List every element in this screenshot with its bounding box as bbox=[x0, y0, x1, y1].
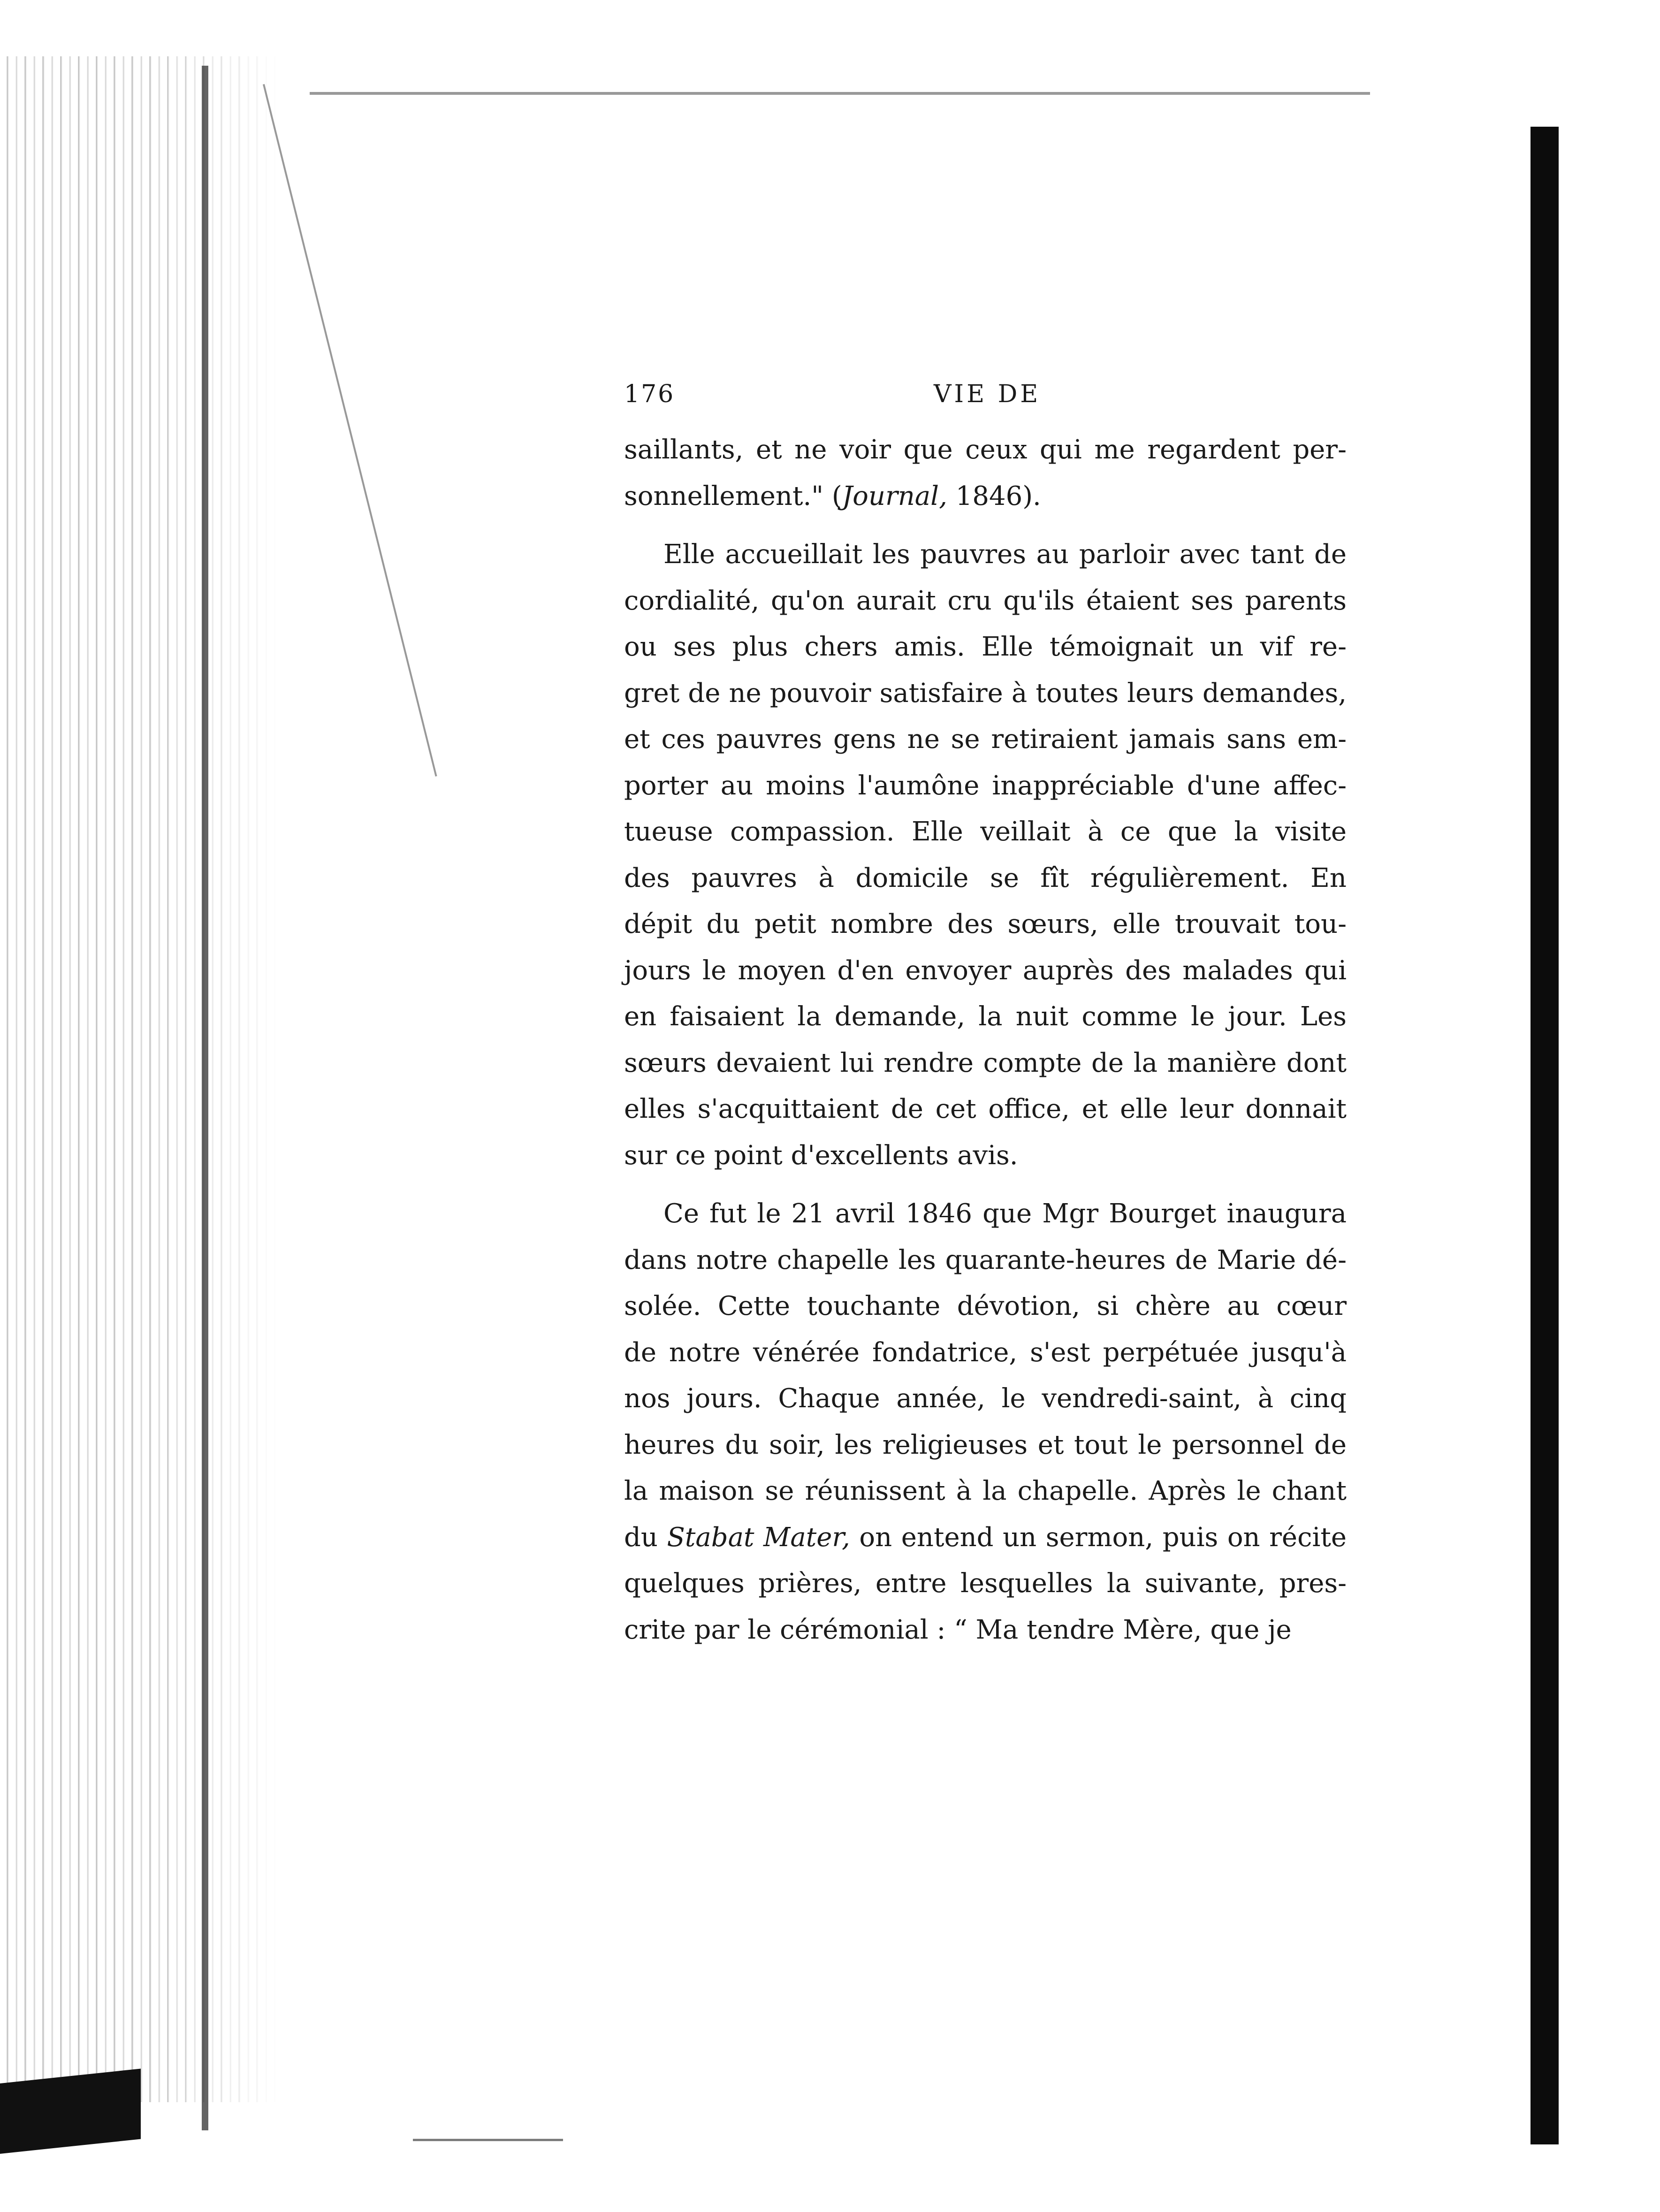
text-line bbox=[624, 1607, 1347, 1654]
page-text-block bbox=[624, 371, 1347, 1653]
text-line bbox=[624, 1330, 1347, 1376]
paragraph-gap bbox=[624, 1179, 1347, 1191]
text-line bbox=[624, 1133, 1347, 1179]
text-line bbox=[624, 624, 1347, 671]
italic-text: Journal, bbox=[842, 481, 947, 511]
text-segment: des pauvres à domicile se fît régulièrement. En bbox=[624, 862, 1347, 893]
running-head bbox=[624, 371, 1347, 427]
text-segment: nos jours. Chaque année, le vendredi-saint, à cinq bbox=[624, 1383, 1347, 1414]
text-segment: elles s'acquittaient de cet office, et elle leur donnait bbox=[624, 1094, 1347, 1124]
text-segment: tueuse compassion. Elle veillait à ce que la visite bbox=[624, 816, 1347, 847]
paragraph-gap bbox=[624, 519, 1347, 532]
text-line bbox=[624, 1422, 1347, 1469]
text-line bbox=[624, 1237, 1347, 1284]
text-line bbox=[624, 994, 1347, 1040]
text-segment: Elle accueillait les pauvres au parloir avec tant de bbox=[624, 539, 1347, 570]
text-line bbox=[624, 532, 1347, 578]
paragraph bbox=[624, 1191, 1347, 1653]
text-segment: dépit du petit nombre des sœurs, elle trouvait tou- bbox=[624, 909, 1347, 939]
text-segment: dans notre chapelle les quarante-heures de Marie dé- bbox=[624, 1244, 1347, 1275]
text-line bbox=[624, 1191, 1347, 1237]
running-title: VIE DE bbox=[934, 380, 1041, 408]
text-segment: sœurs devaient lui rendre compte de la manière dont bbox=[624, 1047, 1347, 1078]
text-segment: crite par le cérémonial : “ Ma tendre Mère, que je bbox=[624, 1614, 1292, 1645]
text-line bbox=[624, 809, 1347, 855]
italic-text: Stabat Mater, bbox=[667, 1522, 850, 1553]
text-segment: jours le moyen d'en envoyer auprès des malades qui bbox=[624, 955, 1347, 986]
text-line bbox=[624, 427, 1347, 473]
text-segment: 1846). bbox=[947, 481, 1041, 511]
scan-dark-corner bbox=[0, 2068, 141, 2154]
text-segment: en faisaient la demande, la nuit comme le jour. Les bbox=[624, 1001, 1347, 1032]
scan-diagonal-line bbox=[263, 84, 437, 777]
text-line bbox=[624, 1086, 1347, 1133]
text-line bbox=[624, 1283, 1347, 1330]
text-segment: on entend un sermon, puis on récite bbox=[850, 1522, 1347, 1553]
text-segment: et ces pauvres gens ne se retiraient jamais sans em- bbox=[624, 724, 1347, 755]
text-segment: heures du soir, les religieuses et tout le personnel de bbox=[624, 1429, 1347, 1460]
text-segment: de notre vénérée fondatrice, s'est perpétuée jusqu'à bbox=[624, 1337, 1347, 1368]
scan-binding-edge bbox=[0, 56, 282, 2102]
scan-binding-line bbox=[202, 66, 208, 2130]
text-segment: du bbox=[624, 1522, 667, 1553]
text-segment: porter au moins l'aumône inappréciable d'une affec- bbox=[624, 770, 1347, 801]
text-line bbox=[624, 671, 1347, 717]
text-line bbox=[624, 1515, 1347, 1561]
paragraph bbox=[624, 532, 1347, 1179]
text-line bbox=[624, 1561, 1347, 1607]
text-segment: Ce fut le 21 avril 1846 que Mgr Bourget inaugura bbox=[624, 1198, 1347, 1229]
text-segment: sonnellement." ( bbox=[624, 481, 842, 511]
page-number: 176 bbox=[624, 380, 675, 408]
text-line bbox=[624, 473, 1347, 520]
text-segment: sur ce point d'excellents avis. bbox=[624, 1140, 1018, 1171]
scan-top-edge bbox=[310, 92, 1370, 95]
text-segment: cordialité, qu'on aurait cru qu'ils étaient ses parents bbox=[624, 585, 1347, 616]
scan-bottom-rule bbox=[413, 2139, 563, 2141]
text-segment: la maison se réunissent à la chapelle. Après le chant bbox=[624, 1476, 1347, 1506]
body-text bbox=[624, 427, 1347, 1653]
text-line bbox=[624, 763, 1347, 809]
text-line bbox=[624, 1468, 1347, 1515]
scan-right-edge bbox=[1531, 127, 1559, 2144]
text-line bbox=[624, 717, 1347, 763]
text-line bbox=[624, 578, 1347, 625]
text-line bbox=[624, 1376, 1347, 1422]
text-line bbox=[624, 1040, 1347, 1087]
text-segment: gret de ne pouvoir satisfaire à toutes leurs demandes, bbox=[624, 678, 1347, 709]
text-segment: ou ses plus chers amis. Elle témoignait un vif re- bbox=[624, 632, 1347, 662]
text-segment: solée. Cette touchante dévotion, si chère au cœur bbox=[624, 1291, 1347, 1321]
text-segment: saillants, et ne voir que ceux qui me regardent per- bbox=[624, 435, 1347, 465]
paragraph bbox=[624, 427, 1347, 519]
text-line bbox=[624, 948, 1347, 994]
text-line bbox=[624, 855, 1347, 902]
text-segment: quelques prières, entre lesquelles la suivante, pres- bbox=[624, 1568, 1347, 1599]
text-line bbox=[624, 901, 1347, 948]
